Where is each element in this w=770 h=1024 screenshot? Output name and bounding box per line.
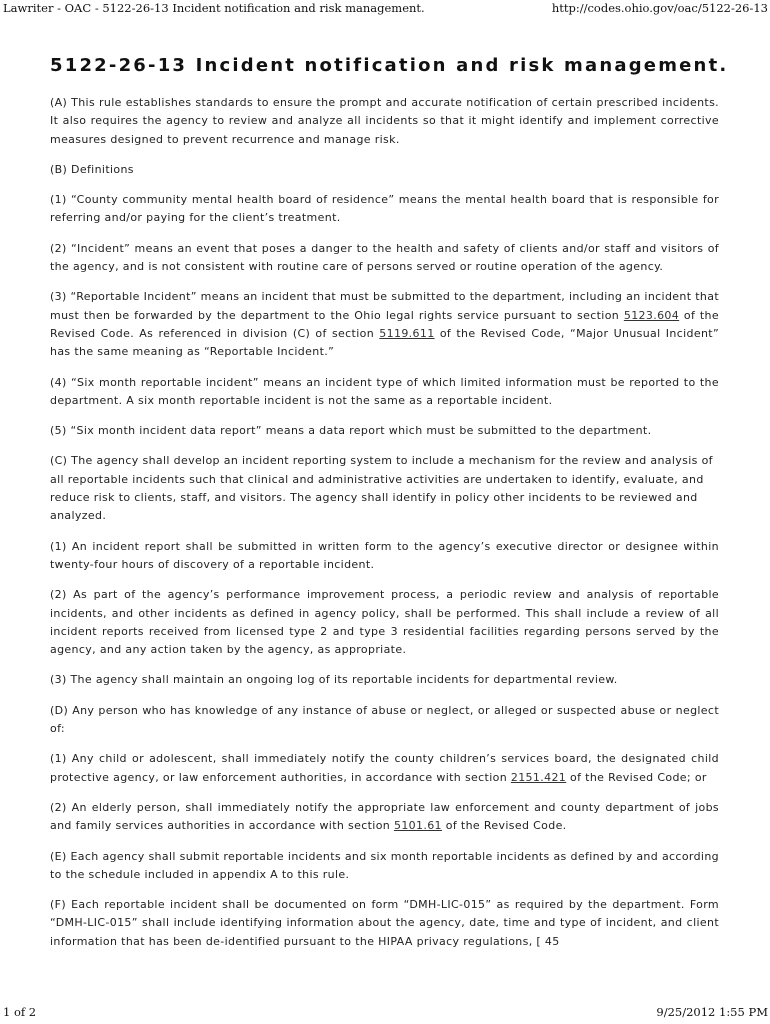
rule-text: of the Revised Code, “Major Unusual Incident” has the same meaning as “Reportable Incident.” [50,326,719,359]
section-link[interactable]: 5101.61 [393,819,442,833]
rule-paragraph: (C) The agency shall develop an incident reporting system to include a mechanism for the review and analysis of all reportable incidents such that clinical and administrative activities are undertaken to identify, evaluate, and reduce risk to clients, staff, and visitors. The agency shall identify in policy other incidents to be reviewed and analyzed. [50,454,713,523]
rule-text: of the Revised Code. As referenced in division (C) of section [50,308,719,340]
print-header-title: Lawriter - OAC - 5122-26-13 Incident notification and risk management. [3,1,425,15]
rule-paragraph: (5) “Six month incident data report” means a data report which must be submitted to the department. [50,424,652,438]
rule-paragraph [50,288,719,361]
rule-paragraph: (1) “County community mental health board of residence” means the mental health board that is responsible for referring and/or paying for the client’s treatment. [50,193,719,225]
page-number: 1 of 2 [3,1005,37,1019]
rule-paragraph: (2) As part of the agency’s performance improvement process, a periodic review and analysis of reportable incidents, and other incidents as defined in agency policy, shall be performed. This shall include a review of all incident reports received from licensed type 2 and type 3 residential facilities regarding persons served by the agency, and any action taken by the agency, as appropriate. [50,588,719,657]
rule-paragraph: (2) “Incident” means an event that poses a danger to the health and safety of clients and/or staff and visitors of the agency, and is not consistent with routine care of persons served or routine operation of the agency. [50,241,719,274]
page-title: 5122-26-13 Incident notification and risk management. [50,55,729,76]
rule-text: (1) Any child or adolescent, shall immediately notify the county children’s services board, the designated child protective agency, or law enforcement authorities, in accordance with section [50,752,719,784]
rule-paragraph: (D) Any person who has knowledge of any instance of abuse or neglect, or alleged or suspected abuse or neglect of: [50,703,719,736]
section-link[interactable]: 5123.604 [623,308,680,322]
rule-paragraph: (3) The agency shall maintain an ongoing log of its reportable incidents for departmental review. [50,673,618,687]
rule-text: (3) “Reportable Incident” means an incident that must be submitted to the department, including an incident that must then be forwarded by the department to the Ohio legal rights service pursuant to section [50,290,719,322]
rule-text: (2) An elderly person, shall immediately notify the appropriate law enforcement and county department of jobs and family services authorities in accordance with section [50,800,719,833]
rule-paragraph [50,799,719,836]
section-link[interactable]: 5119.611 [379,326,435,340]
rule-paragraph: (E) Each agency shall submit reportable incidents and six month reportable incidents as defined by and according to the schedule included in appendix A to this rule. [50,849,719,881]
rule-paragraph: (B) Definitions [50,162,134,176]
rule-paragraph: (4) “Six month reportable incident” means an incident type of which limited information must be reported to the department. A six month reportable incident is not the same as a reportable incident. [50,375,719,407]
rule-text: of the Revised Code; or [566,770,707,784]
rule-paragraph: (F) Each reportable incident shall be documented on form “DMH-LIC-015” as required by the department. Form “DMH-LIC-015” shall include identifying information about the agency, date, time and type of incident, and client information that has been de-identified pursuant to the HIPAA privacy regulations, [ 45 [50,898,719,948]
rule-body [50,94,719,951]
section-link[interactable]: 2151.421 [510,770,567,784]
print-header-url: http://codes.ohio.gov/oac/5122-26-13 [551,1,768,15]
rule-paragraph [50,750,719,787]
rule-paragraph: (A) This rule establishes standards to ensure the prompt and accurate notification of certain prescribed incidents. It also requires the agency to review and analyze all incidents so that it might identify and implement corrective measures designed to prevent recurrence and manage risk. [50,96,719,146]
rule-text: of the Revised Code. [441,819,567,833]
rule-paragraph: (1) An incident report shall be submitted in written form to the agency’s executive director or designee within twenty-four hours of discovery of a reportable incident. [50,539,719,571]
print-timestamp: 9/25/2012 1:55 PM [656,1005,768,1019]
